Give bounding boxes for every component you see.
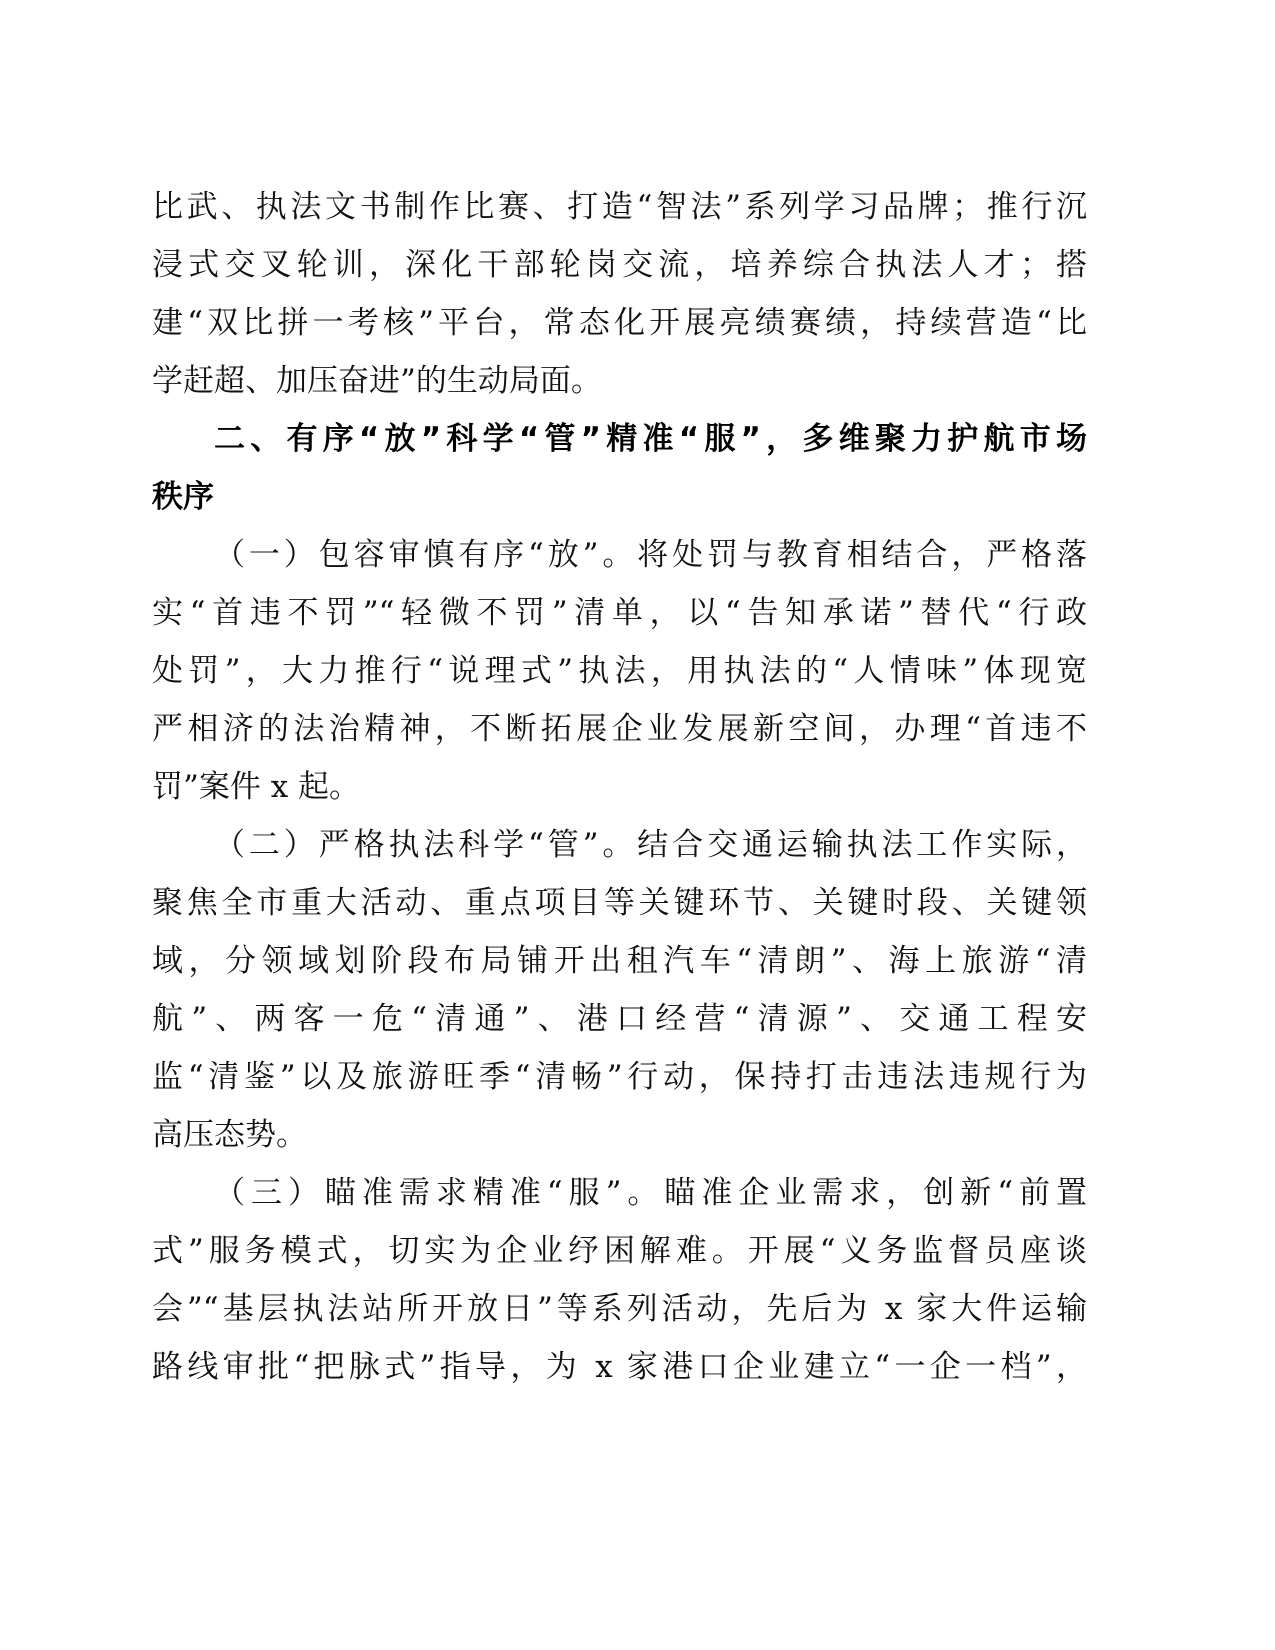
document-body [152, 178, 1087, 1396]
text-line: 比武、执法文书制作比赛、打造“智法”系列学习品牌；推行沉 [152, 189, 1087, 225]
text-line: 监“清鉴”以及旅游旺季“清畅”行动，保持打击违法违规行为 [152, 1059, 1087, 1095]
text-line: 学赶超、加压奋进”的生动局面。 [152, 363, 602, 399]
text-line: （二）严格执法科学“管”。结合交通运输执法工作实际， [214, 827, 1087, 863]
text-line: （一）包容审慎有序“放”。将处罚与教育相结合，严格落 [214, 537, 1087, 573]
text-line: 聚焦全市重大活动、重点项目等关键环节、关键时段、关键领 [152, 885, 1087, 921]
text-line: 路线审批“把脉式”指导，为 x 家港口企业建立“一企一档”， [152, 1349, 1087, 1385]
text-line: （三）瞄准需求精准“服”。瞄准企业需求，创新“前置 [214, 1175, 1087, 1211]
text-line: 式”服务模式，切实为企业纾困解难。开展“义务监督员座谈 [152, 1233, 1087, 1269]
text-line: 罚”案件 x 起。 [152, 769, 361, 805]
text-line: 会”“基层执法站所开放日”等系列活动，先后为 x 家大件运输 [152, 1291, 1087, 1327]
text-line: 浸式交叉轮训，深化干部轮岗交流，培养综合执法人才；搭 [152, 247, 1087, 283]
section-heading: 秩序 [152, 479, 214, 515]
text-line: 域，分领域划阶段布局铺开出租汽车“清朗”、海上旅游“清 [152, 943, 1087, 979]
text-line: 严相济的法治精神，不断拓展企业发展新空间，办理“首违不 [152, 711, 1087, 747]
text-line: 处罚”，大力推行“说理式”执法，用执法的“人情味”体现宽 [152, 653, 1087, 689]
text-line: 航”、两客一危“清通”、港口经营“清源”、交通工程安 [152, 1001, 1087, 1037]
section-heading: 二、有序“放”科学“管”精准“服”，多维聚力护航市场 [214, 421, 1087, 457]
text-line: 实“首违不罚”“轻微不罚”清单，以“告知承诺”替代“行政 [152, 595, 1087, 631]
text-line: 建“双比拼一考核”平台，常态化开展亮绩赛绩，持续营造“比 [152, 305, 1087, 341]
text-line: 高压态势。 [152, 1117, 307, 1153]
